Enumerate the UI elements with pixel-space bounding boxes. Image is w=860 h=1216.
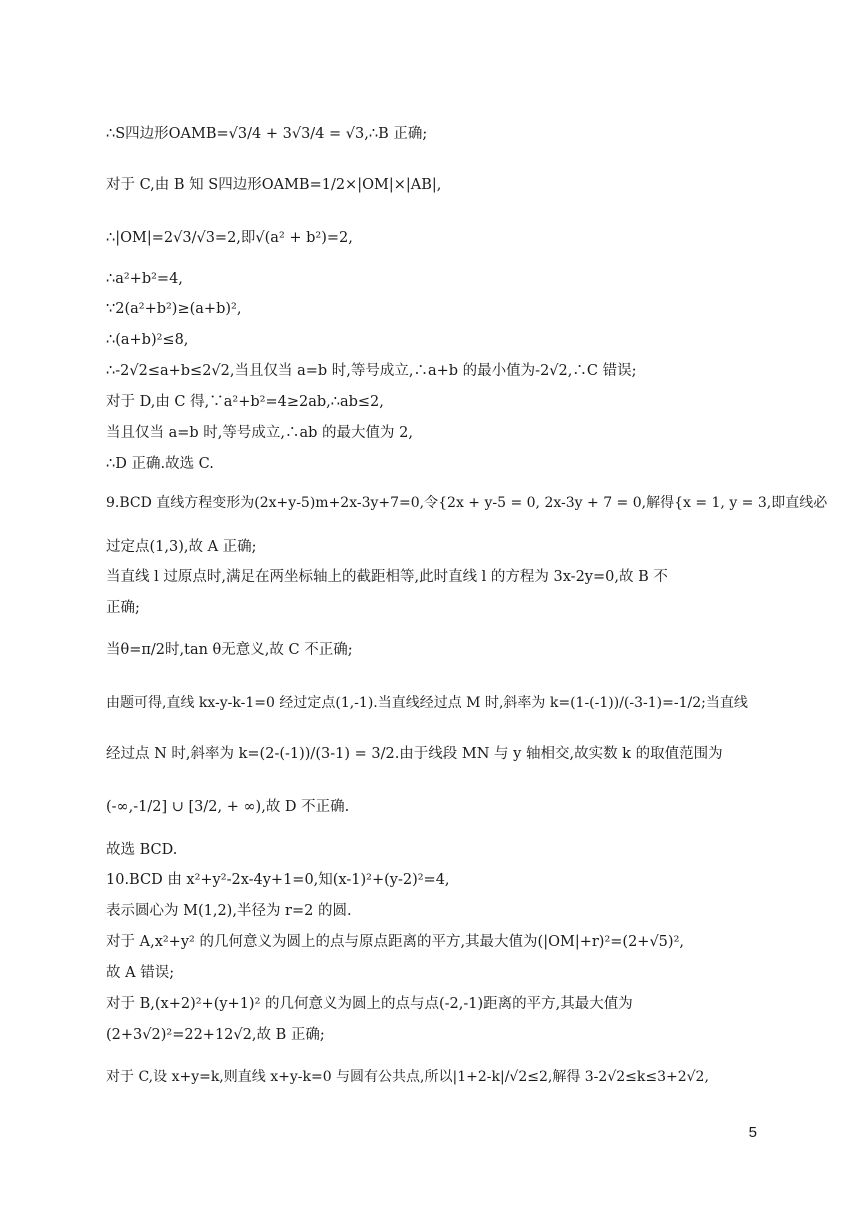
text-line: 对于 B,(x+2)²+(y+1)² 的几何意义为圆上的点与点(-2,-1)距离的平方,其最大值为 [106, 996, 633, 1012]
text-line: 过定点(1,3),故 A 正确; [106, 539, 257, 555]
problem-10-heading-line: 10.BCD 由 x²+y²-2x-4y+1=0,知(x-1)²+(y-2)²=4, [106, 872, 450, 888]
text-line: 故选 BCD. [106, 842, 178, 858]
text-line: ∴-2√2≤a+b≤2√2,当且仅当 a=b 时,等号成立,∴a+b 的最小值为-2√2,∴C 错误; [106, 363, 637, 379]
text-line: (-∞,-1/2] ∪ [3/2, + ∞),故 D 不正确. [106, 799, 350, 815]
text-line: 对于 C,设 x+y=k,则直线 x+y-k=0 与圆有公共点,所以|1+2-k|/√2≤2,解得 3-2√2≤k≤3+2√2, [106, 1069, 709, 1085]
text-line: ∴a²+b²=4, [106, 271, 183, 287]
problem-9-heading-line: 9.BCD 直线方程变形为(2x+y-5)m+2x-3y+7=0,令{2x + y-5 = 0, 2x-3y + 7 = 0,解得{x = 1, y = 3,即直线必 [106, 495, 828, 511]
text-line: 对于 C,由 B 知 S四边形OAMB=1/2×|OM|×|AB|, [106, 177, 442, 193]
text-line: 当且仅当 a=b 时,等号成立,∴ab 的最大值为 2, [106, 425, 413, 441]
text-line: ∴(a+b)²≤8, [106, 332, 189, 348]
text-line: 正确; [106, 600, 140, 616]
text-line: 当直线 l 过原点时,满足在两坐标轴上的截距相等,此时直线 l 的方程为 3x-2y=0,故 B 不 [106, 569, 668, 585]
text-line: ∵2(a²+b²)≥(a+b)², [106, 301, 242, 317]
text-line: ∴D 正确.故选 C. [106, 456, 214, 472]
text-line: ∴|OM|=2√3/√3=2,即√(a² + b²)=2, [106, 230, 353, 246]
text-line: 当θ=π/2时,tan θ无意义,故 C 不正确; [106, 642, 353, 658]
text-line: 对于 D,由 C 得,∵a²+b²=4≥2ab,∴ab≤2, [106, 394, 384, 410]
text-line: 由题可得,直线 kx-y-k-1=0 经过定点(1,-1).当直线经过点 M 时,斜率为 k=(1-(-1))/(-3-1)=-1/2;当直线 [106, 695, 748, 711]
text-line: 故 A 错误; [106, 965, 175, 981]
text-line: 表示圆心为 M(1,2),半径为 r=2 的圆. [106, 903, 352, 919]
page-number: 5 [748, 1124, 757, 1141]
text-line: (2+3√2)²=22+12√2,故 B 正确; [106, 1027, 325, 1043]
text-line: 经过点 N 时,斜率为 k=(2-(-1))/(3-1) = 3/2.由于线段 MN 与 y 轴相交,故实数 k 的取值范围为 [106, 746, 723, 762]
text-line: ∴S四边形OAMB=√3/4 + 3√3/4 = √3,∴B 正确; [106, 126, 428, 142]
text-line: 对于 A,x²+y² 的几何意义为圆上的点与原点距离的平方,其最大值为(|OM|+r)²=(2+√5)², [106, 934, 684, 950]
